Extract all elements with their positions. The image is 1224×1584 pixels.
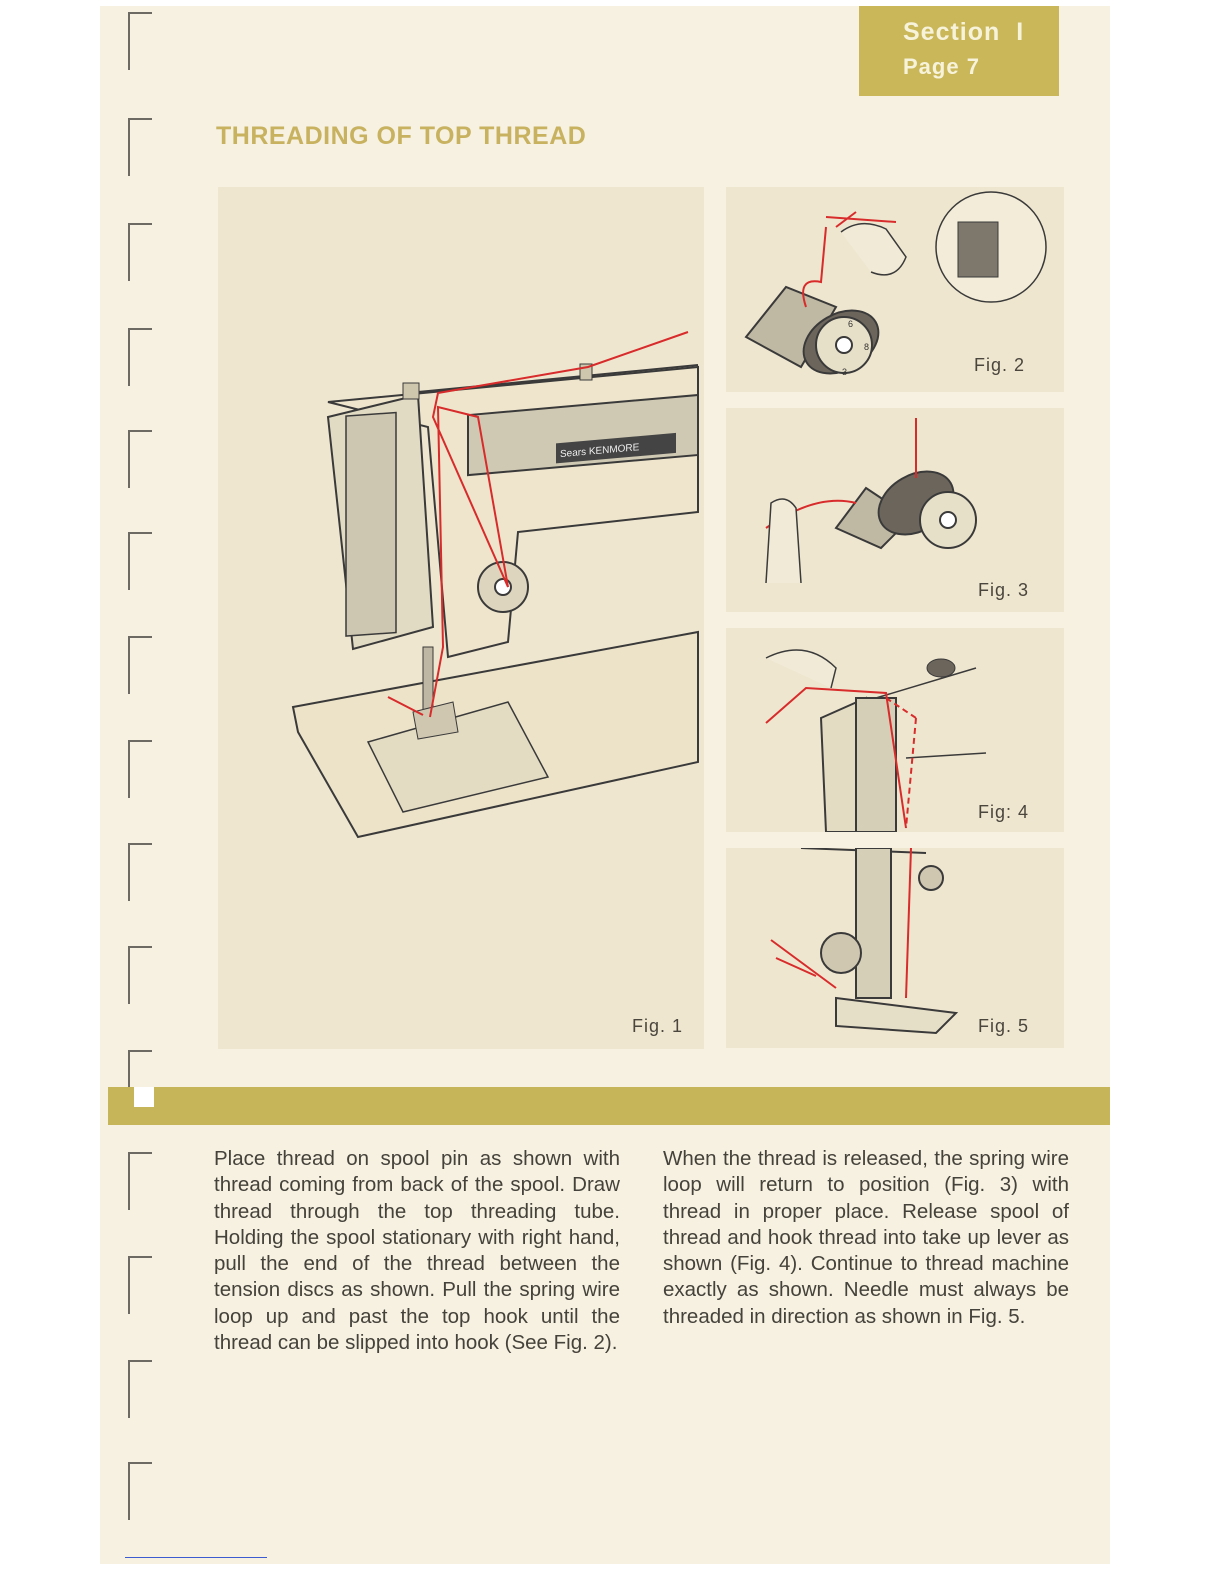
dial-number: 3 — [842, 367, 848, 377]
instructions-left-column: Place thread on spool pin as shown with thread coming from back of the spool. Draw thread through the top threading tube. Holding the spool stationary with right hand, pull the end of the thread between the tension discs as shown. Pull the spring wire loop up and past the top hook until the thread can be slipped into hook (See Fig. 2). — [214, 1147, 620, 1355]
brand-nameplate: Sears KENMORE — [560, 442, 640, 461]
figure-3-wire-loop — [726, 408, 1064, 612]
sewing-machine-illustration — [218, 187, 704, 1049]
binder-mark — [128, 532, 152, 590]
binder-mark — [128, 223, 152, 281]
figure-1-label: Fig. 1 — [632, 1016, 684, 1036]
section-label: Section I — [903, 18, 1025, 46]
binder-notch — [134, 1087, 154, 1107]
binder-mark — [128, 843, 152, 901]
footer-line — [125, 1557, 267, 1558]
binder-mark — [128, 1462, 152, 1520]
binder-mark — [128, 946, 152, 1004]
figure-1-machine — [218, 187, 704, 1049]
binder-mark — [128, 1360, 152, 1418]
section-page-box — [859, 6, 1059, 96]
figure-5-label: Fig. 5 — [978, 1016, 1030, 1036]
divider-band — [108, 1087, 1110, 1125]
page-label: Page 7 — [903, 54, 980, 79]
binder-mark — [128, 1256, 152, 1314]
binder-mark — [128, 12, 152, 70]
figure-2-label: Fig. 2 — [974, 355, 1026, 375]
binder-mark — [128, 430, 152, 488]
figure-4-label: Fig: 4 — [978, 802, 1030, 822]
dial-number: 6 — [848, 319, 854, 329]
section-number: I — [1016, 18, 1025, 46]
figure-4-take-up-lever — [726, 628, 1064, 832]
binder-mark — [128, 740, 152, 798]
binder-mark — [128, 636, 152, 694]
figure-3-label: Fig. 3 — [978, 580, 1030, 600]
page-title: THREADING OF TOP THREAD — [216, 122, 587, 150]
dial-number: 8 — [864, 342, 870, 352]
figure-5-needle-threading — [726, 848, 1064, 1048]
binder-mark — [128, 118, 152, 176]
instructions-right-column: When the thread is released, the spring wire loop will return to position (Fig. 3) with thread in proper place. Release spool of thread and hook thread into take up lever as shown (Fig. 4). Continue to thread machine exactly as shown. Needle must always be threaded in direction as shown in Fig. 5. — [663, 1147, 1069, 1328]
figure-2-spring-loop — [726, 187, 1064, 392]
binder-mark — [128, 1152, 152, 1210]
binder-mark — [128, 328, 152, 386]
tension-spool-icon — [746, 287, 890, 386]
